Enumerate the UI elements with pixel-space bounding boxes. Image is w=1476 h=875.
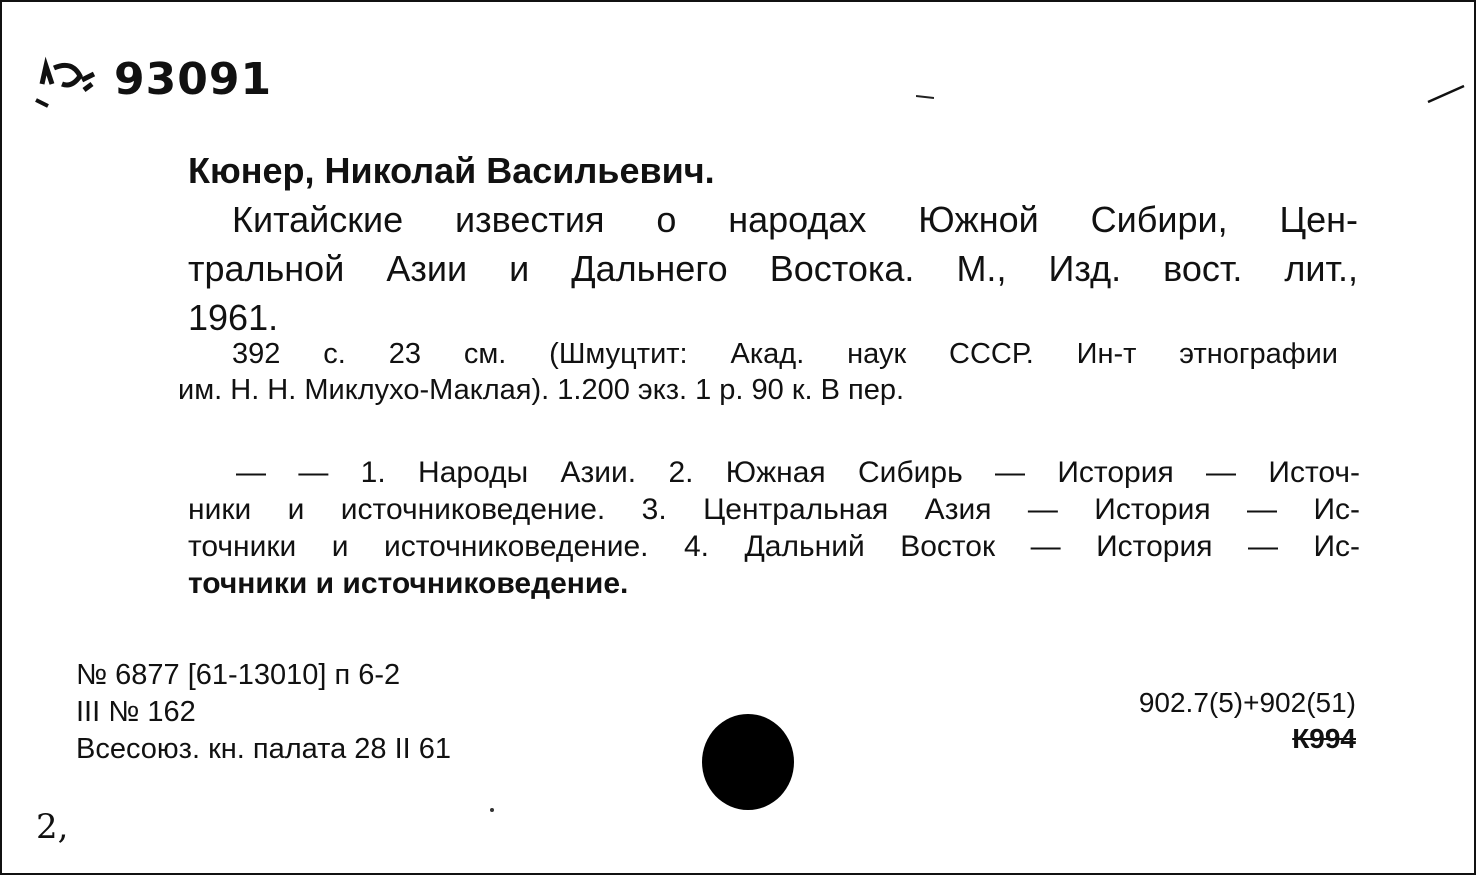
corner-stroke-icon — [1426, 82, 1466, 106]
stray-dot — [490, 808, 494, 812]
registry-line: № 6877 [61-13010] п 6-2 — [76, 659, 401, 691]
registry-line: Всесоюз. кн. палата 28 II 61 — [76, 733, 452, 765]
classification-block — [1060, 685, 1356, 757]
description-line: 392 с. 23 см. (Шмуцтит: Акад. наук СССР. Ин-т этнографии — [232, 338, 1338, 370]
description-line: им. Н. Н. Миклухо-Маклая). 1.200 экз. 1 р. 90 к. В пер. — [178, 374, 905, 406]
title-line: Китайские известия о народах Южной Сибири, Цен- — [232, 199, 1358, 240]
subject-line: точники и источниковедение. 4. Дальний Восток — История — Ис- — [188, 530, 1360, 563]
title-statement — [188, 195, 1358, 342]
subject-line: — — 1. Народы Азии. 2. Южная Сибирь — История — Источ- — [236, 456, 1360, 489]
dash-mark-icon — [916, 94, 934, 100]
physical-description — [178, 336, 1338, 408]
subject-line: ники и источниковедение. 3. Центральная Азия — История — Ис- — [188, 493, 1360, 526]
title-line: тральной Азии и Дальнего Востока. М., Изд. вост. лит., — [188, 248, 1358, 289]
handwritten-number: 93091 — [114, 54, 273, 105]
punch-hole — [702, 714, 794, 810]
classification-number: 902.7(5)+902(51) — [1138, 687, 1356, 718]
author-heading: Кюнер, Николай Васильевич. — [188, 150, 715, 191]
subject-headings — [188, 454, 1360, 602]
registry-line: III № 162 — [76, 696, 196, 728]
footer-mark: 2, — [36, 807, 69, 847]
subject-line: точники и источниковедение. — [188, 567, 629, 600]
registry-info — [76, 657, 451, 768]
handwritten-mark-icon — [32, 54, 102, 110]
cutter-number: К994 — [1292, 723, 1356, 754]
title-line: 1961. — [188, 297, 279, 338]
